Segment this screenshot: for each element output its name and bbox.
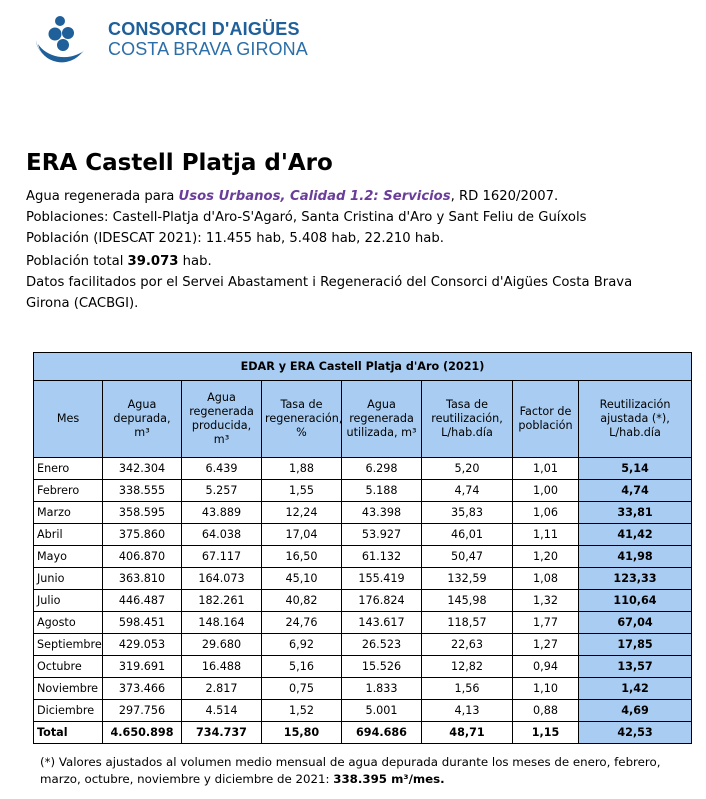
table-cell: 363.810	[103, 568, 182, 590]
table-cell: 373.466	[103, 678, 182, 700]
table-row	[34, 480, 692, 502]
water-drops-logo-icon	[32, 14, 92, 64]
table-cell: 5.257	[182, 480, 262, 502]
table-row	[34, 524, 692, 546]
column-header-line: regenerada	[189, 405, 254, 418]
table-cell: 338.555	[103, 480, 182, 502]
table-cell: 64.038	[182, 524, 262, 546]
column-header-line: L/hab.día	[441, 426, 493, 439]
data-table	[33, 352, 692, 744]
table-cell: 1,06	[513, 502, 579, 524]
table-cell: 429.053	[103, 634, 182, 656]
table-cell: 182.261	[182, 590, 262, 612]
table-cell: 1,27	[513, 634, 579, 656]
table-cell: 45,10	[262, 568, 342, 590]
total-cell: 15,80	[262, 722, 342, 744]
table-cell: 0,94	[513, 656, 579, 678]
table-cell: 53.927	[342, 524, 422, 546]
table-header-row	[34, 381, 692, 458]
column-header-line: población	[518, 419, 573, 432]
usage-line	[26, 186, 676, 207]
table-cell: 446.487	[103, 590, 182, 612]
table-cell: 41,42	[579, 524, 692, 546]
table-row	[34, 546, 692, 568]
column-header-line: Reutilización	[599, 398, 671, 411]
table-cell: 5,20	[422, 458, 513, 480]
column-header-line: %	[296, 426, 307, 439]
table-cell: 13,57	[579, 656, 692, 678]
table-cell: 1,11	[513, 524, 579, 546]
column-header-line: Tasa de	[280, 398, 323, 411]
table-cell: 358.595	[103, 502, 182, 524]
column-header	[422, 381, 513, 458]
table-cell: 1,56	[422, 678, 513, 700]
table-cell: 1,32	[513, 590, 579, 612]
population-total-value: 39.073	[127, 254, 179, 269]
table-cell: 24,76	[262, 612, 342, 634]
table-cell: 33,81	[579, 502, 692, 524]
table-cell: 342.304	[103, 458, 182, 480]
table-cell: 4.514	[182, 700, 262, 722]
table-cell: 1,01	[513, 458, 579, 480]
population-total-suffix: hab.	[178, 254, 212, 269]
column-header-line: L/hab.día	[609, 426, 661, 439]
table-cell: 12,24	[262, 502, 342, 524]
table-cell: 5.188	[342, 480, 422, 502]
total-label: Total	[34, 722, 103, 744]
table-cell: 46,01	[422, 524, 513, 546]
logo	[32, 14, 332, 66]
table-cell: 4,13	[422, 700, 513, 722]
table-cell: 123,33	[579, 568, 692, 590]
table-cell: 155.419	[342, 568, 422, 590]
month-cell: Diciembre	[34, 700, 103, 722]
table-total-row	[34, 722, 692, 744]
footnote-text: (*) Valores ajustados al volumen medio mensual de agua depurada durante los meses de enero, febrero, marzo, octubre, noviembre y diciembre de 2021:	[40, 755, 661, 786]
table-cell: 6,92	[262, 634, 342, 656]
column-header-line: Agua	[127, 398, 157, 411]
table-cell: 1,42	[579, 678, 692, 700]
month-cell: Julio	[34, 590, 103, 612]
table-cell: 1,20	[513, 546, 579, 568]
table-cell: 26.523	[342, 634, 422, 656]
usage-prefix: Agua regenerada para	[26, 189, 179, 204]
table-cell: 17,85	[579, 634, 692, 656]
column-header	[262, 381, 342, 458]
usage-link[interactable]: Usos Urbanos, Calidad 1.2: Servicios	[178, 189, 451, 204]
column-header	[34, 381, 103, 458]
info-block	[26, 186, 676, 314]
table-cell: 16.488	[182, 656, 262, 678]
table-row	[34, 700, 692, 722]
column-header	[342, 381, 422, 458]
column-header	[103, 381, 182, 458]
table-cell: 0,75	[262, 678, 342, 700]
column-header-line: producida,	[191, 419, 252, 432]
total-cell: 1,15	[513, 722, 579, 744]
table-caption: EDAR y ERA Castell Platja d'Aro (2021)	[34, 353, 692, 381]
column-header-line: reutilización,	[431, 412, 503, 425]
table-cell: 1,77	[513, 612, 579, 634]
total-cell: 734.737	[182, 722, 262, 744]
table-cell: 143.617	[342, 612, 422, 634]
table-cell: 5.001	[342, 700, 422, 722]
column-header-line: Factor de	[519, 405, 572, 418]
table-caption-row	[34, 353, 692, 381]
table-row	[34, 590, 692, 612]
table-row	[34, 458, 692, 480]
population-total-prefix: Población total	[26, 254, 128, 269]
usage-suffix: , RD 1620/2007.	[450, 189, 559, 204]
month-cell: Agosto	[34, 612, 103, 634]
table-cell: 176.824	[342, 590, 422, 612]
table-cell: 16,50	[262, 546, 342, 568]
table-cell: 41,98	[579, 546, 692, 568]
table-cell: 110,64	[579, 590, 692, 612]
table-cell: 6.439	[182, 458, 262, 480]
total-cell: 48,71	[422, 722, 513, 744]
table-cell: 6.298	[342, 458, 422, 480]
column-header-line: utilizada, m³	[346, 426, 417, 439]
month-cell: Abril	[34, 524, 103, 546]
month-cell: Febrero	[34, 480, 103, 502]
column-header-line: Tasa de	[445, 398, 489, 411]
table-row	[34, 502, 692, 524]
table-cell: 43.889	[182, 502, 262, 524]
column-header	[182, 381, 262, 458]
month-cell: Noviembre	[34, 678, 103, 700]
population-total-line	[26, 251, 676, 272]
table-cell: 375.860	[103, 524, 182, 546]
table-row	[34, 656, 692, 678]
table-cell: 43.398	[342, 502, 422, 524]
total-cell: 4.650.898	[103, 722, 182, 744]
column-header-line: regeneración,	[265, 412, 343, 425]
month-cell: Septiembre	[34, 634, 103, 656]
column-header-line: regenerada	[349, 412, 414, 425]
column-header-line: Agua	[367, 398, 396, 411]
table-cell: 4,74	[579, 480, 692, 502]
table-cell: 118,57	[422, 612, 513, 634]
table-cell: 0,88	[513, 700, 579, 722]
table-cell: 2.817	[182, 678, 262, 700]
column-header-line: Agua	[207, 391, 236, 404]
column-header-line: m³	[213, 433, 230, 446]
footnote-value: 338.395 m³/mes.	[333, 772, 445, 786]
column-header	[513, 381, 579, 458]
table-cell: 1,88	[262, 458, 342, 480]
table-cell: 1,00	[513, 480, 579, 502]
total-cell: 694.686	[342, 722, 422, 744]
table-cell: 4,74	[422, 480, 513, 502]
table-cell: 5,14	[579, 458, 692, 480]
data-source-line: Datos facilitados por el Servei Abastament i Regeneració del Consorci d'Aigües Costa Brava Girona (CACBGI).	[26, 275, 633, 311]
table-cell: 132,59	[422, 568, 513, 590]
table-cell: 15.526	[342, 656, 422, 678]
column-header-line: ajustada (*),	[600, 412, 670, 425]
column-header-line: Mes	[56, 412, 80, 425]
table-cell: 35,83	[422, 502, 513, 524]
populations-line: Poblaciones: Castell-Platja d'Aro-S'Agaró, Santa Cristina d'Aro y Sant Feliu de Guíxols	[26, 210, 587, 225]
month-cell: Marzo	[34, 502, 103, 524]
table-cell: 406.870	[103, 546, 182, 568]
month-cell: Octubre	[34, 656, 103, 678]
table-cell: 164.073	[182, 568, 262, 590]
logo-name-line1: CONSORCI D'AIGÜES	[108, 19, 300, 39]
column-header-line: depurada,	[113, 412, 171, 425]
table-cell: 29.680	[182, 634, 262, 656]
table-cell: 67,04	[579, 612, 692, 634]
month-cell: Enero	[34, 458, 103, 480]
table-cell: 12,82	[422, 656, 513, 678]
total-cell: 42,53	[579, 722, 692, 744]
month-cell: Mayo	[34, 546, 103, 568]
table-cell: 17,04	[262, 524, 342, 546]
table-row	[34, 612, 692, 634]
table-cell: 148.164	[182, 612, 262, 634]
population-idescat-line: Población (IDESCAT 2021): 11.455 hab, 5.408 hab, 22.210 hab.	[26, 231, 444, 246]
page-title: ERA Castell Platja d'Aro	[26, 150, 333, 176]
column-header	[579, 381, 692, 458]
table-cell: 1,08	[513, 568, 579, 590]
logo-name-line2: COSTA BRAVA GIRONA	[108, 39, 308, 59]
table-cell: 319.691	[103, 656, 182, 678]
table-cell: 1.833	[342, 678, 422, 700]
table-cell: 61.132	[342, 546, 422, 568]
column-header-line: m³	[134, 426, 150, 439]
table-cell: 22,63	[422, 634, 513, 656]
table-row	[34, 678, 692, 700]
table-cell: 598.451	[103, 612, 182, 634]
table-cell: 297.756	[103, 700, 182, 722]
table-cell: 50,47	[422, 546, 513, 568]
table-cell: 1,52	[262, 700, 342, 722]
table-cell: 5,16	[262, 656, 342, 678]
table-cell: 4,69	[579, 700, 692, 722]
table-cell: 67.117	[182, 546, 262, 568]
table-cell: 1,55	[262, 480, 342, 502]
footnote	[40, 754, 680, 788]
month-cell: Junio	[34, 568, 103, 590]
table-cell: 40,82	[262, 590, 342, 612]
table-row	[34, 634, 692, 656]
table-cell: 1,10	[513, 678, 579, 700]
table-cell: 145,98	[422, 590, 513, 612]
table-row	[34, 568, 692, 590]
